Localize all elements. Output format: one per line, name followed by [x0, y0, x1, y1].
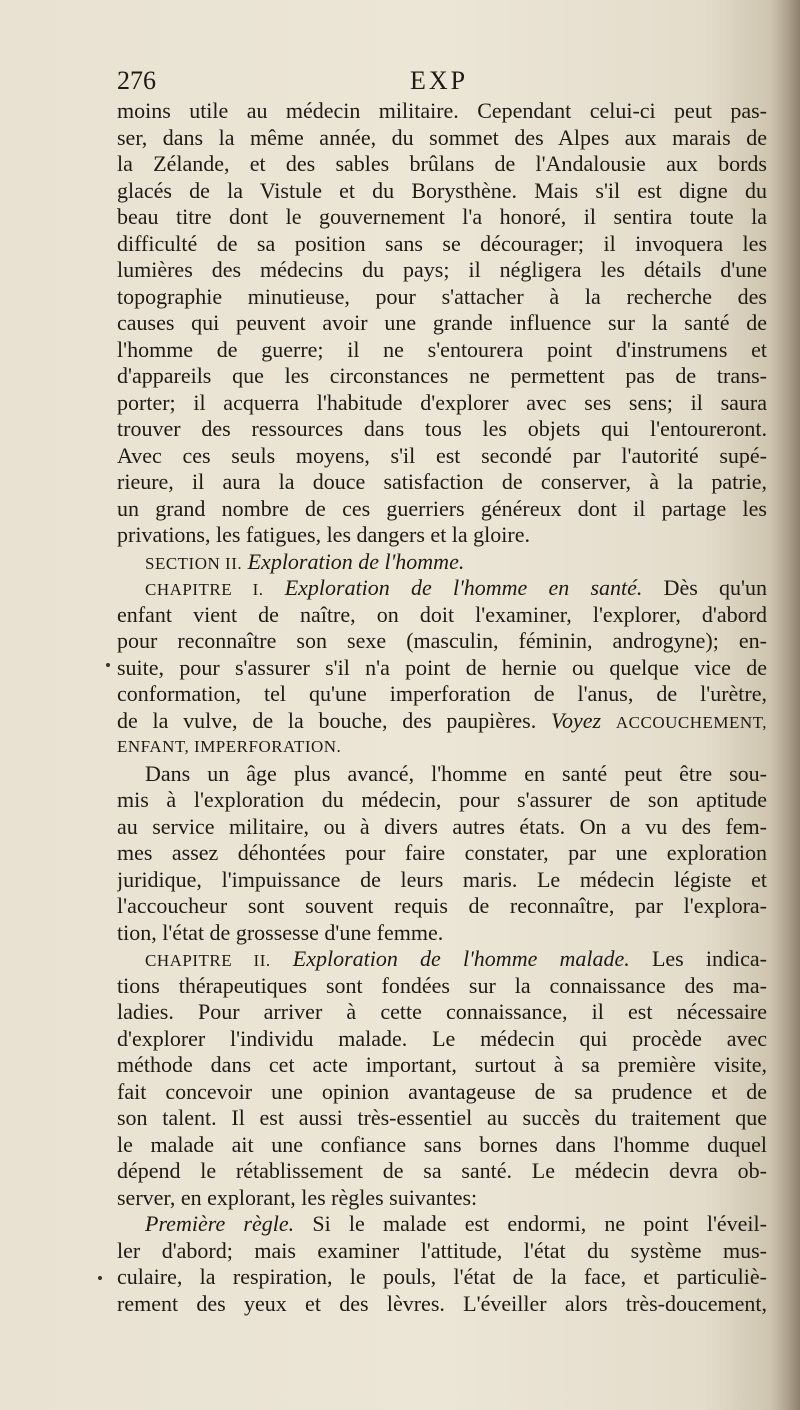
chapter-title: Exploration de l'homme en santé.: [284, 575, 643, 600]
text-line: méthode dans cet acte important, surtout à sa première visite,: [117, 1052, 767, 1077]
cross-reference-continued: ENFANT, IMPERFORATION.: [117, 737, 342, 756]
text-line: porter; il acquerra l'habitude d'explorer avec ses sens; il saura: [117, 389, 767, 415]
text-line: rieure, il aura la douce satisfaction de conserver, à la patrie,: [117, 469, 767, 494]
text-line: enfant vient de naître, on doit l'examiner, l'explorer, d'abord: [117, 601, 767, 627]
rule-heading-line: [117, 1211, 767, 1238]
chapter-heading-line: [117, 575, 767, 602]
chapter-title: Exploration de l'homme malade.: [292, 946, 630, 971]
cross-reference: ACCOUCHEMENT,: [615, 712, 767, 732]
text-line: l'homme de guerre; il ne s'entourera point d'instrumens et: [117, 336, 767, 362]
text-line: rement des yeux et des lèvres. L'éveiller alors très-doucement,: [117, 1290, 767, 1316]
text-line: privations, les fatigues, les dangers et la gloire.: [117, 522, 530, 547]
text-line: son talent. Il est aussi très-essentiel au succès du traitement que: [117, 1105, 767, 1130]
text-line: juridique, l'impuissance de leurs maris. Le médecin légiste et: [117, 866, 767, 892]
page-body: [117, 98, 767, 1317]
ink-speck: [98, 1276, 102, 1280]
text-fragment: Dès qu'un: [663, 575, 767, 600]
ink-speck: [106, 663, 110, 667]
text-line: pour reconnaître son sexe (masculin, féminin, androgyne); en-: [117, 628, 767, 653]
voyez-word: Voyez: [550, 707, 602, 733]
text-line: causes qui peuvent avoir une grande influence sur la santé de: [117, 310, 767, 335]
running-head: EXP: [410, 66, 469, 95]
text-fragment: de la vulve, de la bouche, des paupières.: [117, 707, 537, 733]
page-number: 276: [117, 66, 156, 95]
text-line: l'accoucheur sont souvent requis de reconnaître, par l'explora-: [117, 893, 767, 918]
text-line: mis à l'exploration du médecin, pour s'assurer de son aptitude: [117, 787, 767, 812]
text-line: difficulté de sa position sans se décourager; il invoquera les: [117, 230, 767, 256]
text-line: au service militaire, ou à divers autres états. On a vu des fem-: [117, 813, 767, 839]
text-line: tion, l'état de grossesse d'une femme.: [117, 919, 444, 945]
text-line: le malade ait une confiance sans bornes dans l'homme duquel: [117, 1131, 767, 1157]
text-line: conformation, tel qu'une imperforation de l'anus, de l'urètre,: [117, 681, 767, 706]
text-line: fait concevoir une opinion avantageuse de sa prudence et de: [117, 1078, 767, 1104]
text-line: moins utile au médecin militaire. Cependant celui-ci peut pas-: [117, 98, 767, 123]
text-line: beau titre dont le gouvernement l'a honoré, il sentira toute la: [117, 204, 767, 229]
cross-reference-line: [117, 708, 767, 735]
text-line: ladies. Pour arriver à cette connaissance, il est nécessaire: [117, 999, 767, 1024]
text-line: d'explorer l'individu malade. Le médecin qui procède avec: [117, 1025, 767, 1051]
text-line: mes assez déhontées pour faire constater, par une exploration: [117, 840, 767, 865]
text-fragment: Les indica-: [651, 946, 767, 971]
text-line: d'appareils que les circonstances ne permettent pas de trans-: [117, 363, 767, 388]
text-fragment: Si le malade est endormi, ne point l'éveil-: [312, 1211, 767, 1236]
text-line: tions thérapeutiques sont fondées sur la connaissance des ma-: [117, 972, 767, 998]
text-line: ser, dans la même année, du sommet des Alpes aux marais de: [117, 124, 767, 150]
chapter-label: CHAPITRE I.: [145, 580, 264, 599]
section-label: SECTION II.: [145, 553, 243, 573]
text-line: topographie minutieuse, pour s'attacher à la recherche des: [117, 283, 767, 309]
text-line: server, en explorant, les règles suivantes:: [117, 1184, 478, 1210]
text-line: Avec ces seuls moyens, s'il est secondé par l'autorité supé-: [117, 442, 767, 468]
text-line: dépend le rétablissement de sa santé. Le médecin devra ob-: [117, 1158, 767, 1183]
text-line: trouver des ressources dans tous les objets qui l'entoureront.: [117, 416, 767, 441]
rule-title: Première règle.: [145, 1211, 295, 1236]
text-line: suite, pour s'assurer s'il n'a point de hernie ou quelque vice de: [117, 654, 767, 680]
chapter-label: CHAPITRE II.: [145, 951, 271, 970]
chapter-heading-line: [117, 946, 767, 973]
text-line: ler d'abord; mais examiner l'attitude, l'état du système mus-: [117, 1237, 767, 1263]
section-heading: [117, 549, 767, 576]
text-line: un grand nombre de ces guerriers généreux dont il partage les: [117, 495, 767, 521]
text-line: la Zélande, et des sables brûlans de l'Andalousie aux bords: [117, 151, 767, 176]
text-line: lumières des médecins du pays; il négligera les détails d'une: [117, 257, 767, 282]
page-header: [117, 64, 767, 98]
text-line: glacés de la Vistule et du Borysthène. Mais s'il est digne du: [117, 177, 767, 203]
text-line: Dans un âge plus avancé, l'homme en santé peut être sou-: [145, 760, 767, 786]
gutter-shadow: [770, 0, 800, 1410]
text-line: culaire, la respiration, le pouls, l'état de la face, et particuliè-: [117, 1264, 767, 1289]
section-title: Exploration de l'homme.: [247, 548, 465, 574]
